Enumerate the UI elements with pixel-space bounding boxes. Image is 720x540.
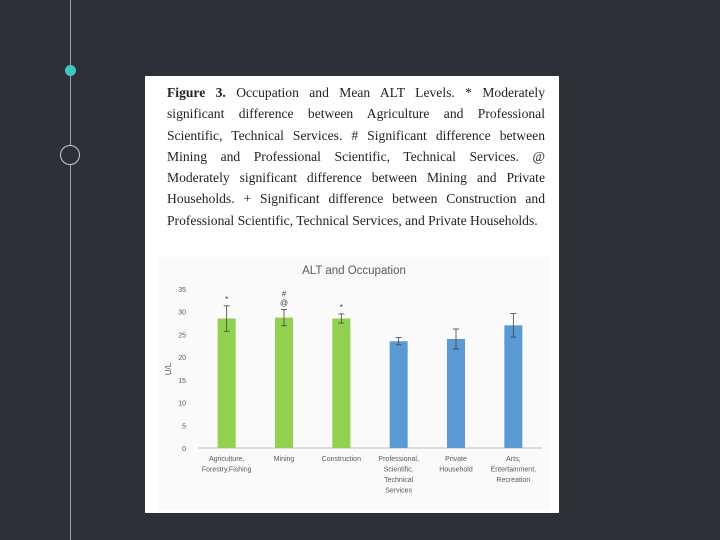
y-tick-label: 15	[178, 377, 186, 385]
x-tick-label: Forestry,Fishing	[201, 466, 252, 474]
x-tick-label: Mining	[273, 456, 295, 463]
bar	[332, 319, 350, 448]
x-tick-label: Agriculture,	[208, 456, 245, 463]
bar-chart	[158, 257, 550, 510]
bar	[218, 319, 236, 448]
x-tick-label: Services	[385, 487, 413, 495]
caption-label: Figure 3.	[167, 85, 226, 100]
x-tick-label: Recreation	[496, 477, 531, 484]
figure-card	[145, 76, 559, 513]
timeline-line	[70, 0, 71, 540]
x-tick-label: Arts,	[506, 456, 521, 463]
significance-marker: *	[339, 302, 343, 312]
y-tick-label: 25	[178, 332, 186, 340]
bar	[275, 318, 293, 448]
y-tick-label: 10	[178, 400, 186, 408]
significance-marker: @	[279, 298, 289, 308]
x-tick-label: Professional,	[378, 456, 419, 463]
x-tick-label: Scientific,	[383, 466, 414, 474]
y-tick-label: 0	[182, 446, 186, 453]
figure-caption	[167, 82, 545, 231]
significance-marker: *	[225, 294, 229, 304]
chart-panel	[158, 257, 550, 510]
timeline-ring	[60, 145, 80, 165]
bar	[447, 339, 465, 448]
bar	[390, 341, 408, 448]
chart-title: ALT and Occupation	[302, 265, 406, 277]
y-tick-label: 5	[182, 423, 186, 431]
timeline-dot	[65, 65, 76, 76]
x-tick-label: Private	[445, 456, 467, 463]
y-tick-label: 30	[178, 309, 186, 317]
y-tick-label: 35	[178, 287, 186, 294]
caption-text: Occupation and Mean ALT Levels. * Moderately significant difference between Agriculture and Professional Scientific, Technical Services. # Significant difference between Mining and Professional Scientific, Technical Services. @ Moderately significant difference between Mining and Private Households. + Significant difference between Construction and Professional Scientific, Technical Services, and Private Households.	[167, 85, 546, 228]
x-tick-label: Entertainment,	[490, 466, 537, 474]
y-axis-label: U/L	[164, 362, 173, 376]
x-tick-label: Technical	[384, 477, 414, 484]
x-tick-label: Household	[439, 466, 473, 474]
x-tick-label: Construction	[321, 456, 361, 463]
y-tick-label: 20	[178, 355, 186, 363]
significance-marker: #	[281, 289, 287, 299]
bar	[504, 325, 522, 448]
